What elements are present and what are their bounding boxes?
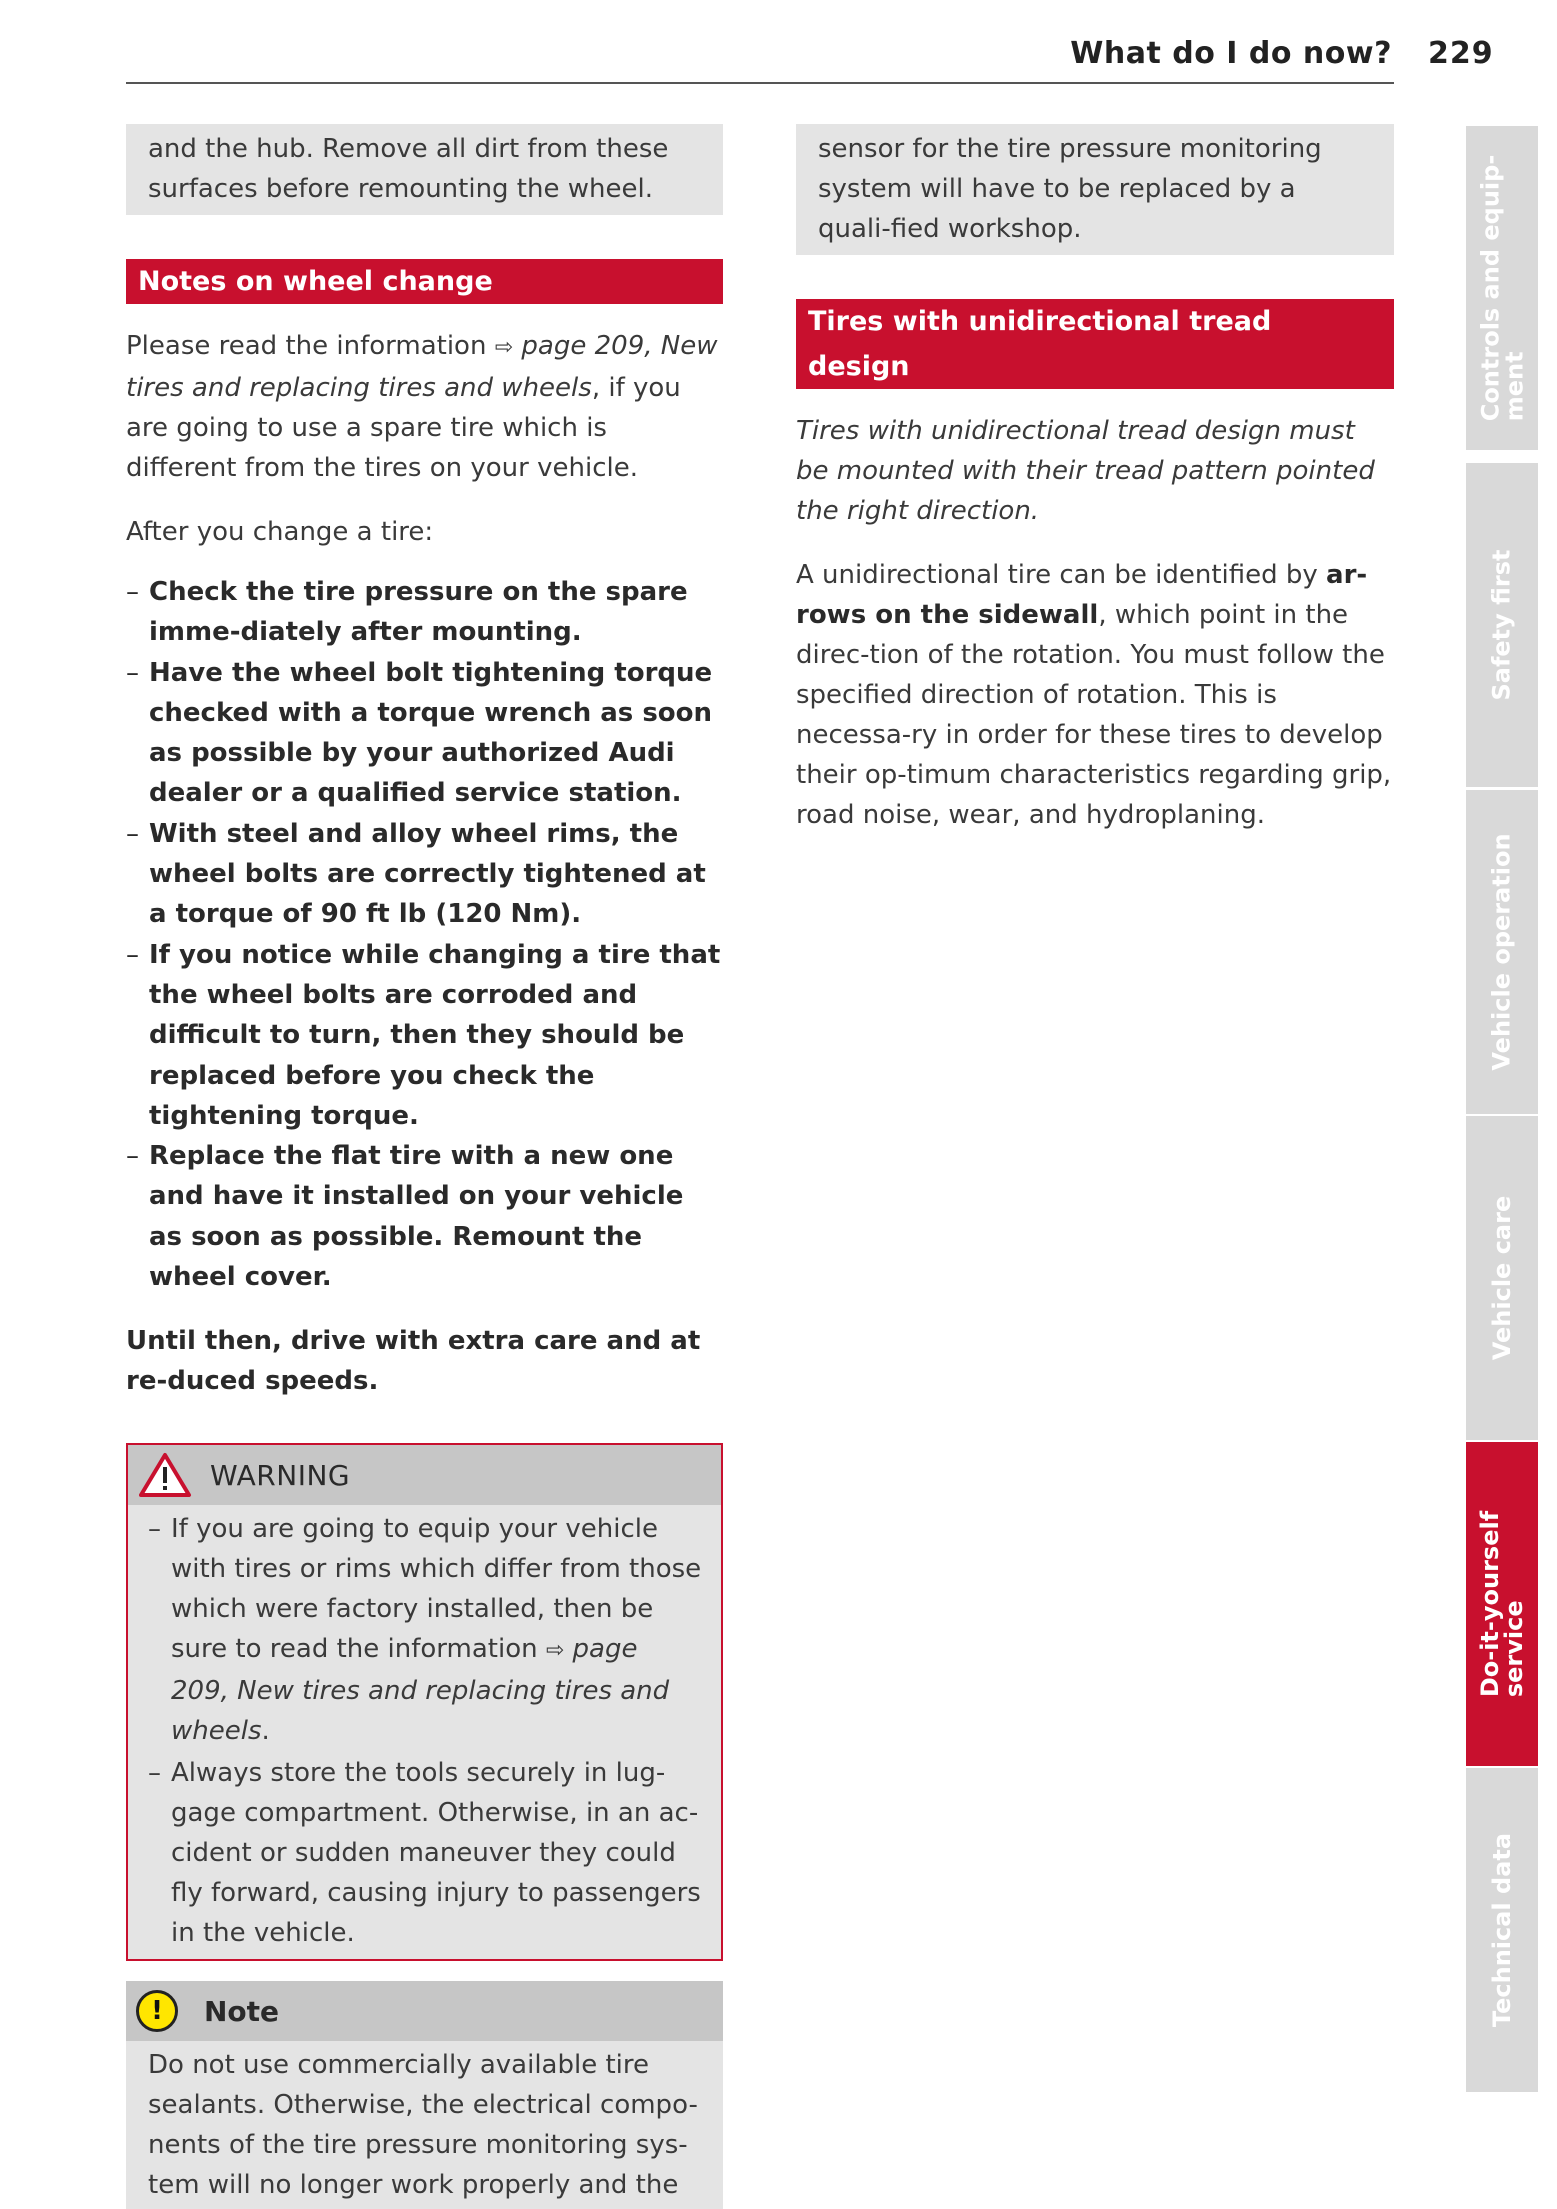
warning-title: WARNING xyxy=(210,1458,351,1492)
continued-text-box: sensor for the tire pressure monitoring system will have to be replaced by a quali-fied workshop. xyxy=(796,124,1394,255)
tab-vehicle-operation[interactable] xyxy=(1466,790,1538,1114)
intro-paragraph xyxy=(126,326,723,488)
tab-safety-first[interactable] xyxy=(1466,463,1538,787)
header-divider xyxy=(126,82,1394,84)
identification-paragraph xyxy=(796,555,1394,835)
note-header xyxy=(126,1981,723,2041)
tab-label: Controls and equip- ment xyxy=(1476,154,1529,422)
section-heading-wheel-change: Notes on wheel change xyxy=(126,259,723,304)
tab-technical-data[interactable] xyxy=(1466,1768,1538,2092)
warning-body xyxy=(128,1505,721,1959)
tab-label: Safety first xyxy=(1488,549,1516,701)
page-title: What do I do now? xyxy=(1070,36,1392,71)
tab-controls-and-equipment[interactable] xyxy=(1466,126,1538,450)
note-box xyxy=(126,1981,723,2209)
intro-text-end: , if you are going to use a spare tire which is different from the tires on your vehicle. xyxy=(126,373,681,483)
tab-vehicle-care[interactable] xyxy=(1466,1116,1538,1440)
right-column xyxy=(796,124,1394,835)
paragraph-text-end: , which point in the direc-tion of the rotation. You must follow the specified direction of rotation. This is necessa-ry in order for these tires to develop their op-timum characteristics regarding grip, road noise, wear, and hydroplaning. xyxy=(796,600,1392,830)
tab-label: Do-it-yourself service xyxy=(1476,1510,1529,1698)
page-number: 229 xyxy=(1428,36,1494,71)
tab-label: Technical data xyxy=(1488,1832,1517,2028)
warning-header xyxy=(128,1445,721,1505)
tab-do-it-yourself-service[interactable] xyxy=(1466,1442,1538,1766)
reference-arrow-icon: ⇨ xyxy=(545,1638,565,1664)
paragraph-bold-text: ar-rows on the sidewall xyxy=(796,560,1368,630)
list-item: – With steel and alloy wheel rims, the wheel bolts are correctly tightened at a torque of 90 ft lb (120 Nm). xyxy=(126,814,723,935)
italic-paragraph: Tires with unidirectional tread design must be mounted with their tread pattern pointed the right direction. xyxy=(796,416,1375,526)
list-item: – Replace the flat tire with a new one and have it installed on your vehicle as soon as possible. Remount the wheel cover. xyxy=(126,1136,723,1297)
warning-item-text: If you are going to equip your vehicle with tires or rims which differ from those which were factory installed, then be sure to read the information xyxy=(171,1514,702,1665)
list-item: – If you notice while changing a tire that the wheel bolts are corroded and difficult to turn, then they should be replaced before you check the tightening torque. xyxy=(126,935,723,1136)
exclamation-circle-icon: ! xyxy=(136,1990,178,2032)
page-reference-link[interactable]: page 209, New tires and replacing tires and wheels xyxy=(126,331,718,403)
page-reference-link[interactable]: page 209, New tires and replacing tires and wheels xyxy=(171,1634,670,1747)
section-heading-unidirectional-tires: Tires with unidirectional tread design xyxy=(796,299,1394,389)
continued-text-box: and the hub. Remove all dirt from these surfaces before remounting the wheel. xyxy=(126,124,723,215)
warning-triangle-icon xyxy=(138,1452,192,1498)
note-text: Do not use commercially available tire sealants. Otherwise, the electrical compo-nents of the tire pressure monitoring sys-tem will no longer work properly and the xyxy=(148,2050,698,2201)
list-item: – Always store the tools securely in lug-gage compartment. Otherwise, in an ac-cident or sudden maneuver they could fly forward, causing injury to passengers in the vehicle. xyxy=(148,1753,703,1953)
list-item: – Have the wheel bolt tightening torque checked with a torque wrench as soon as possible by your authorized Audi dealer or a qualified service station. xyxy=(126,653,723,814)
after-change-label: After you change a tire: xyxy=(126,517,434,547)
left-column xyxy=(126,124,723,2209)
paragraph-text: A unidirectional tire can be identified by xyxy=(796,560,1327,590)
warning-box xyxy=(126,1443,723,1961)
intro-text: Please read the information xyxy=(126,331,487,361)
until-then-text: Until then, drive with extra care and at re-duced speeds. xyxy=(126,1326,701,1397)
steps-list xyxy=(126,572,723,1297)
reference-arrow-icon: ⇨ xyxy=(494,335,514,360)
tab-label: Vehicle care xyxy=(1488,1195,1517,1361)
note-title: Note xyxy=(204,1994,280,2028)
warning-item-end: . xyxy=(261,1716,270,1747)
tab-label: Vehicle operation xyxy=(1488,833,1516,1071)
list-item: – Check the tire pressure on the spare imme-diately after mounting. xyxy=(126,572,723,653)
list-item xyxy=(148,1509,703,1751)
